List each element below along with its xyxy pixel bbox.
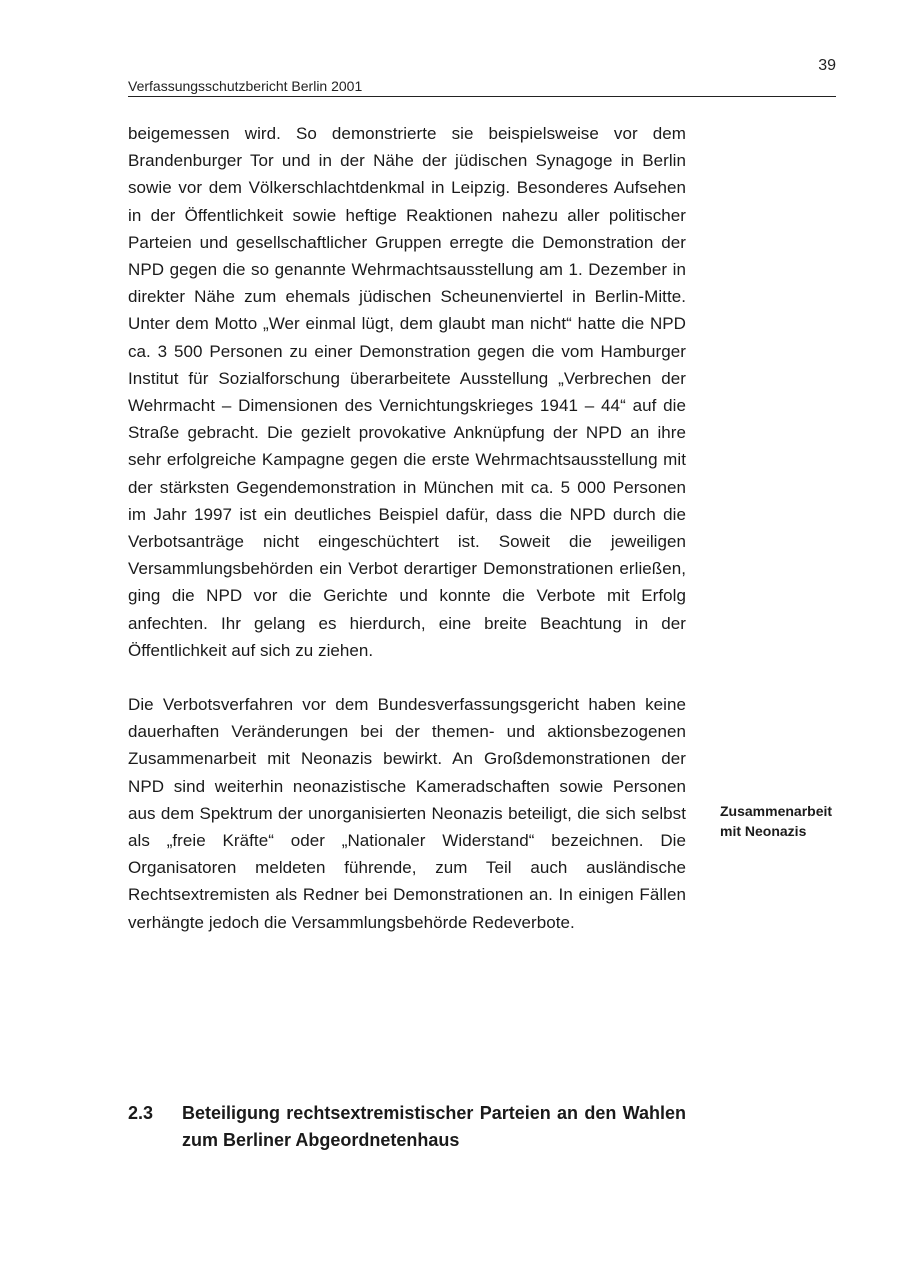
body-column [128,120,686,936]
body-paragraph-2: Die Verbotsverfahren vor dem Bundesverfassungsgericht haben keine dauerhaften Veränderungen bei der themen- und aktionsbezogenen Zusammenarbeit mit Neonazis bewirkt. An Großdemonstrationen der NPD sind weiterhin neonazistische Kameradschaften sowie Personen aus dem Spektrum der unorganisierten Neonazis beteiligt, die sich selbst als „freie Kräfte“ oder „Nationaler Widerstand“ bezeichnen. Die Organisatoren meldeten führende, zum Teil auch ausländische Rechtsextremisten als Redner bei Demonstrationen an. In einigen Fällen verhängte jedoch die Versammlungsbehörde Redeverbote. [128,695,686,932]
margin-note-line-2: mit Neonazis [720,823,807,839]
section-title: Beteiligung rechtsextremistischer Parteien an den Wahlen zum Berliner Abgeordnetenhaus [182,1103,686,1150]
section-heading [128,1100,686,1154]
section-number: 2.3 [128,1103,154,1123]
margin-note-line-1: Zusammenarbeit [720,803,833,819]
body-paragraph-1: beigemessen wird. So demonstrierte sie beispielsweise vor dem Brandenburger Tor und in der Nähe der jüdischen Synagoge in Berlin sowie vor dem Völkerschlachtdenkmal in Leipzig. Besonderes Aufsehen in der Öffentlichkeit sowie heftige Reaktionen nahezu aller politischer Parteien und gesellschaftlicher Gruppen erregte die Demonstration der NPD gegen die so genannte Wehrmachtsausstellung am 1. Dezember in direkter Nähe zum ehemals jüdischen Scheunenviertel in Berlin-Mitte. Unter dem Motto „Wer einmal lügt, dem glaubt man nicht“ hatte die NPD ca. 3 500 Personen zu einer Demonstration gegen die vom Hamburger Institut für Sozialforschung überarbeitete Ausstellung „Verbrechen der Wehrmacht – Dimensionen des Vernichtungskrieges 1941 – 44“ auf die Straße gebracht. Die gezielt provokative Anknüpfung der NPD an ihre sehr erfolgreiche Kampagne gegen die erste Wehrmachtsausstellung mit der stärksten Gegendemonstration in München mit ca. 5 000 Personen im Jahr 1997 ist ein deutliches Beispiel dafür, dass die NPD durch die Verbotsanträge nicht eingeschüchtert ist. Soweit die jeweiligen Versammlungsbehörden ein Verbot derartiger Demonstrationen erließen, ging die NPD vor die Gerichte und konnte die Verbote mit Erfolg anfechten. Ihr gelang es hierdurch, eine breite Beachtung in der Öffentlichkeit auf sich zu ziehen. [128,124,686,660]
running-header: Verfassungsschutzbericht Berlin 2001 [128,78,836,97]
margin-note [720,801,870,841]
page-number: 39 [818,57,836,74]
